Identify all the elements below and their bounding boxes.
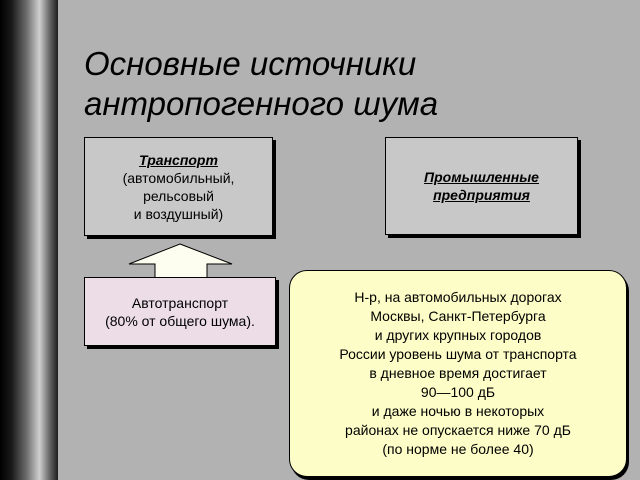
- note-line: 90—100 дБ: [420, 384, 496, 400]
- transport-line-2: рельсовый: [143, 187, 214, 204]
- note-line: Н-р, на автомобильных дорогах: [354, 289, 562, 305]
- noise-note-box: [289, 270, 627, 477]
- note-line: Москвы, Санкт-Петербурга: [370, 308, 546, 324]
- note-line: и даже ночью в некоторых: [371, 403, 545, 419]
- title-line-1: Основные источники: [84, 45, 417, 82]
- note-line: и других крупных городов: [374, 327, 542, 343]
- transport-line-1: (автомобильный,: [122, 169, 235, 186]
- note-line: (по норме не более 40): [382, 441, 534, 457]
- auto-line-1: Автотранспорт: [131, 294, 229, 311]
- auto-transport-box: [84, 277, 276, 346]
- note-line: в дневное время достигает: [369, 365, 547, 381]
- industry-line-1: Промышленные: [424, 169, 539, 185]
- transport-heading: Транспорт: [139, 151, 218, 168]
- note-line: России уровень шума от транспорта: [339, 346, 577, 362]
- industry-line-2: предприятия: [433, 187, 530, 203]
- transport-line-3: и воздушный): [133, 205, 224, 222]
- note-line: районах не опускается ниже 70 дБ: [345, 422, 571, 438]
- auto-line-2: (80% от общего шума).: [105, 312, 255, 329]
- title-line-2: антропогенного шума: [84, 85, 439, 122]
